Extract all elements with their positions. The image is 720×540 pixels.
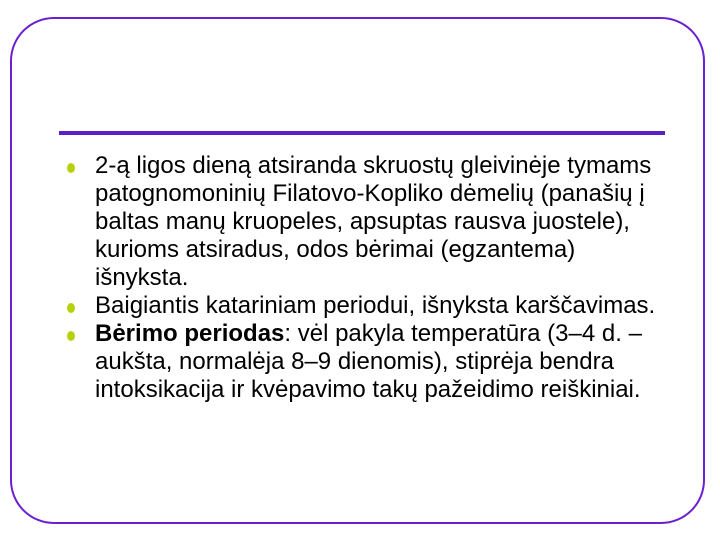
bullet-list (67, 152, 667, 404)
bullet-dot-icon (67, 303, 75, 313)
bullet-item (67, 320, 667, 404)
bullet-dot-icon (67, 331, 75, 341)
bullet-lead-bold: Bėrimo periodas (95, 320, 285, 347)
bullet-text: 2-ą ligos dieną atsiranda skruostų gleivinėje tymams patognomoninių Filatovo-Kopliko dėmelių (panašių į baltas manų kruopeles, apsuptas rausva juostele), kurioms atsiradus, odos bėrimai (egzantema) išnyksta. (95, 152, 652, 291)
bullet-item (67, 152, 667, 292)
bullet-text: : vėl pakyla temperatūra (3–4 d. – aukšta, normalėja 8–9 dienomis), stiprėja bendra intoksikacija ir kvėpavimo takų pažeidimo reiškiniai. (95, 320, 642, 403)
bullet-text: Baigiantis katariniam periodui, išnyksta karščavimas. (95, 292, 656, 319)
bullet-item (67, 292, 667, 320)
title-divider (59, 131, 665, 135)
bullet-dot-icon (67, 163, 75, 173)
